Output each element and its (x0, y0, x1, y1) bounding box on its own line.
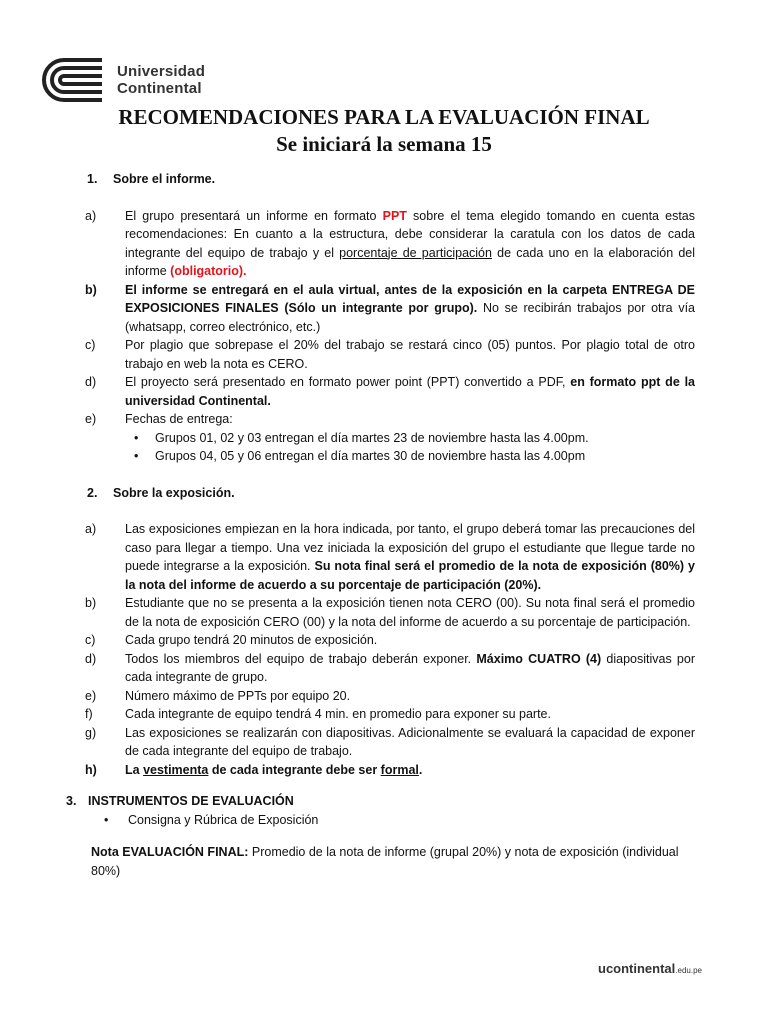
item-text: diapositivas por cada integrante de grupo. (125, 651, 695, 684)
obligatorio-highlight: (obligatorio). (170, 264, 247, 278)
participation-underline: porcentaje de participación (339, 245, 492, 260)
bullet-icon: • (134, 449, 139, 463)
item-text-bold: en formato ppt de la universidad Continental. (125, 375, 695, 408)
item-text-bold: Máximo CUATRO (4) (476, 651, 602, 666)
footer-main: ucontinental (598, 961, 676, 976)
item-text: El grupo presentará un informe en formato (125, 208, 383, 223)
section1-item-d (85, 373, 695, 410)
bullet-text: Consigna y Rúbrica de Exposición (128, 813, 319, 827)
page-title: RECOMENDACIONES PARA LA EVALUACIÓN FINAL (118, 105, 650, 129)
university-logo (40, 58, 250, 103)
item-label: h) (85, 762, 97, 777)
item-text: Todos los miembros del equipo de trabajo deberán exponer. (125, 651, 477, 666)
section2-item-b (85, 594, 695, 631)
item-label: d) (85, 651, 97, 666)
item-text: Las exposiciones se realizarán con diapositivas. Adicionalmente se evaluará la capacidad de exponer de cada integrante del equipo de trabajo. (125, 725, 695, 758)
page-subtitle: Se iniciará la semana 15 (276, 132, 492, 156)
section3-title: INSTRUMENTOS DE EVALUACIÓN (88, 794, 294, 808)
section1-item-b (85, 281, 695, 337)
document-body (85, 170, 695, 779)
item-text: . (418, 762, 423, 777)
item-text: No se recibirán trabajos por otra vía (whatsapp, correo electrónico, etc.) (125, 301, 695, 334)
section2-item-g (85, 724, 695, 761)
vestimenta-underline: vestimenta (143, 762, 209, 777)
item-label: a) (85, 208, 97, 223)
item-text: El proyecto será presentado en formato power point (PPT) convertido a PDF, (125, 375, 566, 389)
formal-underline: formal (380, 762, 419, 777)
ppt-highlight: PPT (382, 208, 407, 223)
item-label: e) (85, 688, 97, 703)
item-text: Estudiante que no se presenta a la exposición tienen nota CERO (00). Su nota final será el promedio de la nota de exposición CERO (00) y la nota del informe de acuerdo a su porcentaje de participación. (125, 596, 695, 629)
section1-item-c (85, 336, 695, 373)
item-label: c) (85, 338, 96, 352)
section1-item-a (85, 207, 695, 281)
item-text: Cada integrante de equipo tendrá 4 min. en promedio para exponer su parte. (125, 707, 551, 721)
section3-number: 3. (66, 794, 77, 808)
item-label: d) (85, 375, 97, 389)
item-text: La (125, 762, 144, 777)
item-text: Número máximo de PPTs por equipo 20. (125, 688, 351, 703)
item-text: El informe se entregará en el aula virtual, antes de la exposición en la carpeta ENTREGA DE EXPOSICIONES FINALES (Sólo un integrante por grupo). (125, 282, 695, 315)
bullet-item (85, 429, 695, 448)
section2-title: Sobre la exposición. (113, 485, 235, 500)
item-text: de cada integrante debe ser (208, 762, 381, 777)
item-text: Cada grupo tendrá 20 minutos de exposición. (125, 633, 378, 647)
note-text: Promedio de la nota de informe (grupal 20%) y nota de exposición (individual 80%) (91, 845, 679, 878)
section3-heading (66, 792, 294, 811)
item-label: e) (85, 412, 97, 426)
item-text: Por plagio que sobrepase el 20% del trabajo se restará cinco (05) puntos. Por plagio total de otro trabajo en web la nota es CERO. (125, 338, 695, 371)
section2-item-c (85, 631, 695, 650)
item-text-bold: Su nota final será el promedio de la nota de exposición (80%) y la nota del informe de acuerdo a su porcentaje de participación (20%). (125, 559, 695, 592)
item-label: f) (85, 707, 93, 721)
bullet-item (85, 447, 695, 466)
footer-sub: .edu.pe (675, 966, 702, 975)
section2-item-h (85, 761, 695, 780)
note-label: Nota EVALUACIÓN FINAL: (91, 845, 249, 859)
section1-title: Sobre el informe. (113, 172, 216, 186)
section3-bullet (104, 811, 318, 830)
bullet-icon: • (104, 813, 109, 827)
item-text: sobre el tema elegido tomando en cuenta estas recomendaciones: En cuanto a la estructura, debe considerar la caratula con los datos de cada integrante del equipo de trabajo y el (125, 208, 695, 260)
item-label: b) (85, 596, 97, 610)
section2-number: 2. (87, 485, 98, 500)
item-label: c) (85, 633, 96, 647)
section1-item-e (85, 410, 695, 429)
section2-heading (85, 484, 695, 503)
item-text: Fechas de entrega: (125, 412, 233, 426)
bullet-icon: • (134, 430, 139, 445)
item-text: Las exposiciones empiezan en la hora indicada, por tanto, el grupo deberá tomar las precauciones del caso para llegar a tiempo. Una vez iniciada la exposición del grupo el estudiante que llegue tarde no puede integrarse a la exposición. (125, 522, 695, 573)
continental-logo-icon (40, 58, 106, 102)
section2-item-d (85, 650, 695, 687)
final-grade-note (91, 843, 701, 880)
bullet-text: Grupos 01, 02 y 03 entregan el día martes 23 de noviembre hasta las 4.00pm. (155, 430, 589, 445)
section1-number: 1. (87, 172, 98, 186)
section2-item-a (85, 520, 695, 594)
logo-line2: Continental (117, 80, 202, 97)
bullet-text: Grupos 04, 05 y 06 entregan el día martes 30 de noviembre hasta las 4.00pm (155, 449, 586, 463)
section2-item-e (85, 687, 695, 706)
section1-heading (85, 170, 695, 189)
item-label: a) (85, 522, 97, 536)
logo-line1: Universidad (117, 63, 206, 80)
footer-brand (598, 960, 702, 978)
item-label: b) (85, 282, 97, 297)
item-text: de cada uno en la elaboración del informe (125, 245, 696, 278)
section2-item-f (85, 705, 695, 724)
item-label: g) (85, 725, 97, 740)
